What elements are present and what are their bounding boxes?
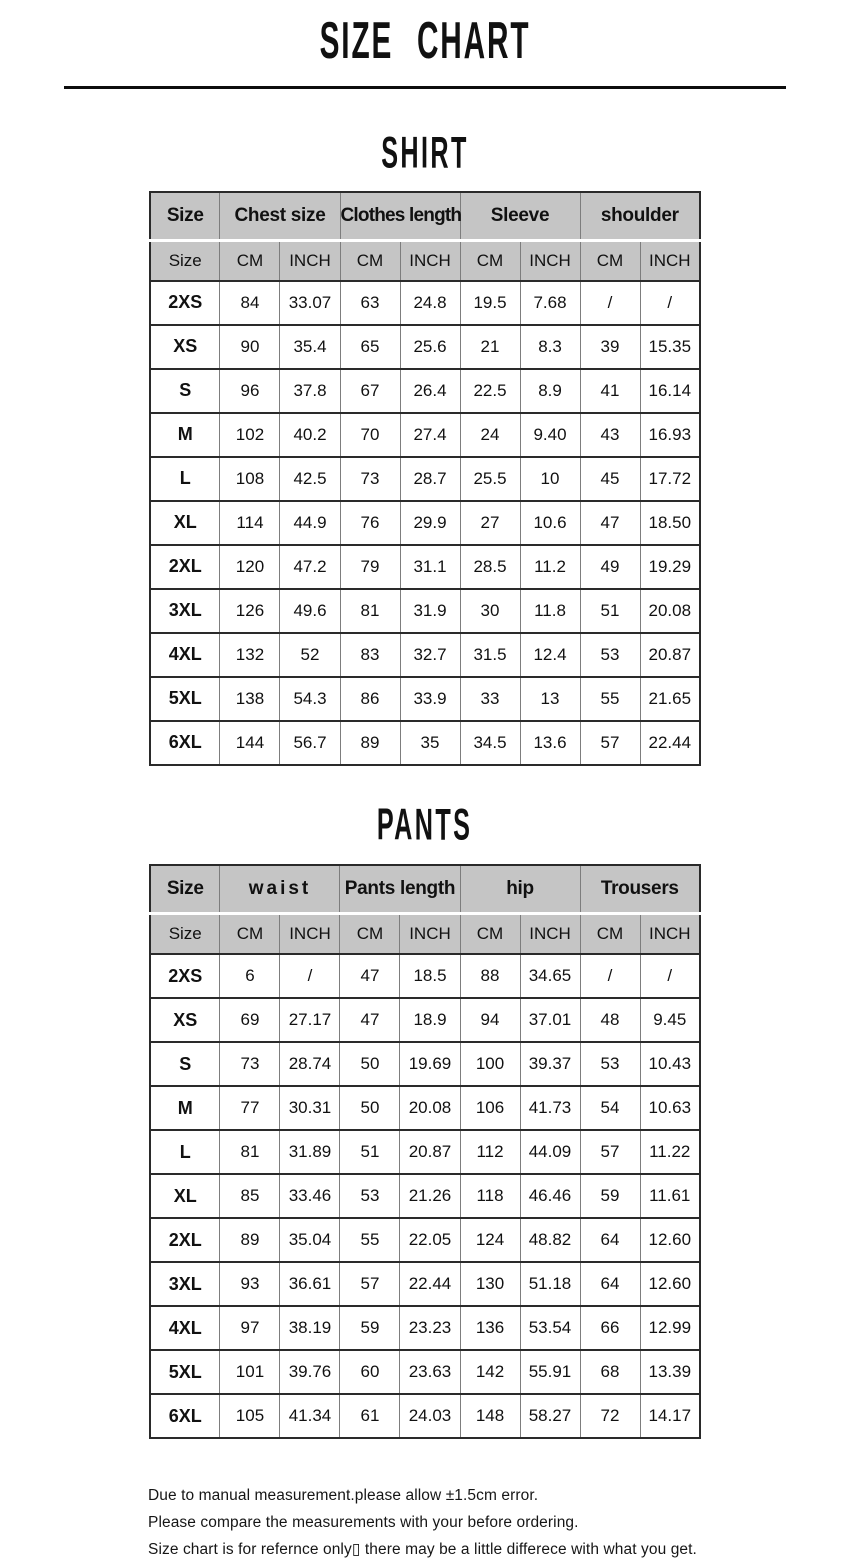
- pants-section-title: [0, 799, 850, 850]
- measurement-cell: 47: [340, 954, 400, 998]
- measurement-cell: 27.17: [280, 998, 340, 1042]
- page-title: [0, 12, 850, 71]
- measurement-cell: 46.46: [520, 1174, 580, 1218]
- measurement-cell: 12.60: [640, 1218, 700, 1262]
- measurement-cell: 124: [460, 1218, 520, 1262]
- measurement-cell: 31.1: [400, 545, 460, 589]
- measurement-cell: 39: [580, 325, 640, 369]
- unit-header-size: Size: [150, 914, 220, 955]
- measurement-cell: 59: [580, 1174, 640, 1218]
- measurement-cell: 33.9: [400, 677, 460, 721]
- measurement-cell: 19.29: [640, 545, 700, 589]
- measurement-cell: 68: [580, 1350, 640, 1394]
- measurement-cell: 34.65: [520, 954, 580, 998]
- measurement-cell: 85: [220, 1174, 280, 1218]
- measurement-cell: 16.93: [640, 413, 700, 457]
- measurement-cell: 12.99: [640, 1306, 700, 1350]
- shirt-header-group-row: [150, 192, 700, 241]
- pants-table-header: [150, 865, 700, 954]
- measurement-cell: 10.43: [640, 1042, 700, 1086]
- shirt-header-shoulder: shoulder: [580, 192, 700, 241]
- measurement-cell: 35.4: [280, 325, 340, 369]
- measurement-cell: 47: [340, 998, 400, 1042]
- measurement-cell: 51.18: [520, 1262, 580, 1306]
- size-label-cell: 3XL: [150, 1262, 220, 1306]
- measurement-cell: 21.65: [640, 677, 700, 721]
- table-row: [150, 721, 700, 765]
- measurement-cell: 25.6: [400, 325, 460, 369]
- measurement-cell: 57: [580, 721, 640, 765]
- measurement-cell: 57: [580, 1130, 640, 1174]
- measurement-cell: 44.9: [280, 501, 340, 545]
- measurement-cell: 12.60: [640, 1262, 700, 1306]
- table-row: [150, 281, 700, 325]
- measurement-cell: /: [640, 281, 700, 325]
- measurement-cell: 7.68: [520, 281, 580, 325]
- measurement-cell: 89: [220, 1218, 280, 1262]
- measurement-cell: 94: [460, 998, 520, 1042]
- measurement-cell: 105: [220, 1394, 280, 1438]
- measurement-cell: 31.9: [400, 589, 460, 633]
- measurement-cell: 22.44: [400, 1262, 460, 1306]
- size-label-cell: 5XL: [150, 1350, 220, 1394]
- measurement-cell: 28.5: [460, 545, 520, 589]
- measurement-cell: 41.73: [520, 1086, 580, 1130]
- shirt-section: [0, 127, 850, 766]
- measurement-cell: 11.2: [520, 545, 580, 589]
- measurement-cell: 9.45: [640, 998, 700, 1042]
- pants-heading-text: PANTS: [377, 799, 473, 850]
- measurement-cell: 45: [580, 457, 640, 501]
- measurement-cell: 65: [340, 325, 400, 369]
- table-row: [150, 1130, 700, 1174]
- measurement-cell: 63: [340, 281, 400, 325]
- measurement-cell: 47.2: [280, 545, 340, 589]
- measurement-cell: 86: [340, 677, 400, 721]
- measurement-cell: 50: [340, 1042, 400, 1086]
- measurement-cell: 48: [580, 998, 640, 1042]
- size-label-cell: 2XS: [150, 954, 220, 998]
- measurement-cell: 20.87: [400, 1130, 460, 1174]
- measurement-cell: 112: [460, 1130, 520, 1174]
- measurement-cell: 52: [280, 633, 340, 677]
- measurement-cell: 21: [460, 325, 520, 369]
- measurement-cell: 101: [220, 1350, 280, 1394]
- measurement-cell: /: [280, 954, 340, 998]
- unit-header-cm: CM: [220, 914, 280, 955]
- table-row: [150, 457, 700, 501]
- measurement-cell: 13.39: [640, 1350, 700, 1394]
- measurement-cell: 83: [340, 633, 400, 677]
- unit-header-size: Size: [150, 240, 220, 281]
- title-divider: [64, 86, 786, 89]
- unit-header-cm: CM: [580, 240, 640, 281]
- measurement-cell: 11.8: [520, 589, 580, 633]
- table-row: [150, 677, 700, 721]
- size-label-cell: 4XL: [150, 633, 220, 677]
- table-row: [150, 369, 700, 413]
- table-row: [150, 1218, 700, 1262]
- unit-header-cm: CM: [580, 914, 640, 955]
- measurement-cell: 49: [580, 545, 640, 589]
- pants-section: [0, 799, 850, 1439]
- page-title-text: SIZE CHART: [319, 12, 531, 71]
- shirt-header-sleeve: Sleeve: [460, 192, 580, 241]
- measurement-cell: 53: [340, 1174, 400, 1218]
- measurement-cell: 66: [580, 1306, 640, 1350]
- measurement-cell: 47: [580, 501, 640, 545]
- measurement-cell: 132: [220, 633, 280, 677]
- size-label-cell: M: [150, 413, 220, 457]
- measurement-cell: 79: [340, 545, 400, 589]
- measurement-cell: 54: [580, 1086, 640, 1130]
- measurement-cell: 13: [520, 677, 580, 721]
- measurement-cell: 33.07: [280, 281, 340, 325]
- shirt-section-title: [0, 127, 850, 177]
- measurement-cell: 53: [580, 633, 640, 677]
- measurement-cell: 24: [460, 413, 520, 457]
- measurement-cell: 27.4: [400, 413, 460, 457]
- measurement-cell: 30: [460, 589, 520, 633]
- size-label-cell: 4XL: [150, 1306, 220, 1350]
- measurement-cell: 51: [340, 1130, 400, 1174]
- size-label-cell: XS: [150, 998, 220, 1042]
- measurement-cell: 40.2: [280, 413, 340, 457]
- table-row: [150, 545, 700, 589]
- size-label-cell: XS: [150, 325, 220, 369]
- pants-header-size: Size: [150, 865, 220, 914]
- measurement-cell: 22.44: [640, 721, 700, 765]
- table-row: [150, 1306, 700, 1350]
- size-label-cell: S: [150, 1042, 220, 1086]
- measurement-cell: 8.9: [520, 369, 580, 413]
- table-row: [150, 589, 700, 633]
- measurement-cell: 15.35: [640, 325, 700, 369]
- measurement-cell: 23.23: [400, 1306, 460, 1350]
- measurement-cell: 41: [580, 369, 640, 413]
- unit-header-inch: INCH: [400, 240, 460, 281]
- measurement-cell: 29.9: [400, 501, 460, 545]
- measurement-cell: 49.6: [280, 589, 340, 633]
- measurement-cell: 34.5: [460, 721, 520, 765]
- measurement-cell: 6: [220, 954, 280, 998]
- measurement-cell: 9.40: [520, 413, 580, 457]
- unit-header-inch: INCH: [640, 914, 700, 955]
- measurement-cell: 114: [220, 501, 280, 545]
- measurement-cell: 19.5: [460, 281, 520, 325]
- measurement-cell: 73: [340, 457, 400, 501]
- measurement-cell: 96: [220, 369, 280, 413]
- measurement-cell: 93: [220, 1262, 280, 1306]
- unit-header-cm: CM: [220, 240, 280, 281]
- measurement-cell: 120: [220, 545, 280, 589]
- size-label-cell: 2XL: [150, 545, 220, 589]
- measurement-cell: 55: [340, 1218, 400, 1262]
- measurement-cell: 18.5: [400, 954, 460, 998]
- measurement-cell: 31.89: [280, 1130, 340, 1174]
- measurement-cell: 26.4: [400, 369, 460, 413]
- table-row: [150, 1394, 700, 1438]
- measurement-cell: 60: [340, 1350, 400, 1394]
- size-label-cell: 5XL: [150, 677, 220, 721]
- table-row: [150, 1174, 700, 1218]
- measurement-cell: 21.26: [400, 1174, 460, 1218]
- measurement-cell: 39.37: [520, 1042, 580, 1086]
- measurement-cell: 30.31: [280, 1086, 340, 1130]
- shirt-header-chest: Chest size: [220, 192, 340, 241]
- measurement-cell: 12.4: [520, 633, 580, 677]
- measurement-cell: 55.91: [520, 1350, 580, 1394]
- shirt-header-size: Size: [150, 192, 220, 241]
- measurement-cell: 84: [220, 281, 280, 325]
- shirt-heading-text: SHIRT: [381, 127, 469, 177]
- measurement-cell: /: [580, 954, 640, 998]
- unit-header-cm: CM: [460, 914, 520, 955]
- measurement-cell: 130: [460, 1262, 520, 1306]
- table-row: [150, 633, 700, 677]
- measurement-cell: 53.54: [520, 1306, 580, 1350]
- measurement-cell: 8.3: [520, 325, 580, 369]
- table-row: [150, 1086, 700, 1130]
- measurement-cell: 18.9: [400, 998, 460, 1042]
- measurement-cell: 136: [460, 1306, 520, 1350]
- measurement-cell: 35.04: [280, 1218, 340, 1262]
- shirt-size-table: [149, 191, 701, 766]
- measurement-cell: 64: [580, 1218, 640, 1262]
- note-line-1: Due to manual measurement.please allow ±1.5cm error.: [148, 1487, 539, 1505]
- pants-header-pants-length: Pants length: [340, 865, 460, 914]
- size-label-cell: L: [150, 457, 220, 501]
- table-row: [150, 1262, 700, 1306]
- unit-header-inch: INCH: [400, 914, 460, 955]
- unit-header-cm: CM: [340, 914, 400, 955]
- size-label-cell: S: [150, 369, 220, 413]
- size-label-cell: 6XL: [150, 721, 220, 765]
- measurement-cell: /: [640, 954, 700, 998]
- note-line-3: Size chart is for refernce only▯ there may be a little differece with what you get.: [148, 1540, 697, 1558]
- measurement-cell: 10.6: [520, 501, 580, 545]
- pants-size-table: [149, 864, 701, 1439]
- measurement-cell: 100: [460, 1042, 520, 1086]
- size-label-cell: M: [150, 1086, 220, 1130]
- measurement-cell: 20.08: [640, 589, 700, 633]
- measurement-cell: 97: [220, 1306, 280, 1350]
- shirt-header-clothes-length: Clothes length: [340, 192, 460, 241]
- size-label-cell: L: [150, 1130, 220, 1174]
- measurement-cell: 28.7: [400, 457, 460, 501]
- pants-table-body: [150, 954, 700, 1438]
- measurement-cell: 25.5: [460, 457, 520, 501]
- measurement-cell: 148: [460, 1394, 520, 1438]
- size-label-cell: 3XL: [150, 589, 220, 633]
- measurement-cell: 17.72: [640, 457, 700, 501]
- measurement-cell: 51: [580, 589, 640, 633]
- measurement-cell: 22.05: [400, 1218, 460, 1262]
- measurement-cell: 138: [220, 677, 280, 721]
- measurement-cell: 61: [340, 1394, 400, 1438]
- measurement-cell: 106: [460, 1086, 520, 1130]
- measurement-cell: 64: [580, 1262, 640, 1306]
- table-row: [150, 954, 700, 998]
- measurement-cell: 20.08: [400, 1086, 460, 1130]
- measurement-cell: 59: [340, 1306, 400, 1350]
- measurement-cell: 14.17: [640, 1394, 700, 1438]
- unit-header-inch: INCH: [280, 240, 340, 281]
- measurement-cell: 70: [340, 413, 400, 457]
- unit-header-inch: INCH: [520, 240, 580, 281]
- unit-header-inch: INCH: [520, 914, 580, 955]
- pants-header-group-row: [150, 865, 700, 914]
- measurement-cell: 43: [580, 413, 640, 457]
- shirt-table-body: [150, 281, 700, 765]
- measurement-cell: 69: [220, 998, 280, 1042]
- size-label-cell: 2XL: [150, 1218, 220, 1262]
- footnotes: [148, 1487, 850, 1558]
- measurement-cell: 37.8: [280, 369, 340, 413]
- measurement-cell: 20.87: [640, 633, 700, 677]
- measurement-cell: 90: [220, 325, 280, 369]
- measurement-cell: 67: [340, 369, 400, 413]
- measurement-cell: 31.5: [460, 633, 520, 677]
- measurement-cell: 76: [340, 501, 400, 545]
- measurement-cell: 24.03: [400, 1394, 460, 1438]
- measurement-cell: 38.19: [280, 1306, 340, 1350]
- measurement-cell: 19.69: [400, 1042, 460, 1086]
- size-label-cell: XL: [150, 1174, 220, 1218]
- measurement-cell: 102: [220, 413, 280, 457]
- measurement-cell: 23.63: [400, 1350, 460, 1394]
- measurement-cell: 35: [400, 721, 460, 765]
- measurement-cell: 33.46: [280, 1174, 340, 1218]
- measurement-cell: 44.09: [520, 1130, 580, 1174]
- measurement-cell: 142: [460, 1350, 520, 1394]
- measurement-cell: 42.5: [280, 457, 340, 501]
- measurement-cell: 11.61: [640, 1174, 700, 1218]
- table-row: [150, 998, 700, 1042]
- measurement-cell: 50: [340, 1086, 400, 1130]
- table-row: [150, 325, 700, 369]
- measurement-cell: 33: [460, 677, 520, 721]
- measurement-cell: 57: [340, 1262, 400, 1306]
- measurement-cell: /: [580, 281, 640, 325]
- pants-header-trousers: Trousers: [580, 865, 700, 914]
- size-label-cell: 6XL: [150, 1394, 220, 1438]
- measurement-cell: 56.7: [280, 721, 340, 765]
- measurement-cell: 36.61: [280, 1262, 340, 1306]
- measurement-cell: 118: [460, 1174, 520, 1218]
- pants-header-waist: waist: [220, 865, 340, 914]
- measurement-cell: 11.22: [640, 1130, 700, 1174]
- measurement-cell: 22.5: [460, 369, 520, 413]
- measurement-cell: 13.6: [520, 721, 580, 765]
- measurement-cell: 18.50: [640, 501, 700, 545]
- unit-header-inch: INCH: [640, 240, 700, 281]
- shirt-header-unit-row: [150, 240, 700, 281]
- measurement-cell: 55: [580, 677, 640, 721]
- unit-header-cm: CM: [340, 240, 400, 281]
- measurement-cell: 32.7: [400, 633, 460, 677]
- measurement-cell: 88: [460, 954, 520, 998]
- table-row: [150, 413, 700, 457]
- measurement-cell: 48.82: [520, 1218, 580, 1262]
- table-row: [150, 1042, 700, 1086]
- measurement-cell: 10: [520, 457, 580, 501]
- measurement-cell: 126: [220, 589, 280, 633]
- measurement-cell: 72: [580, 1394, 640, 1438]
- unit-header-inch: INCH: [280, 914, 340, 955]
- measurement-cell: 108: [220, 457, 280, 501]
- measurement-cell: 81: [340, 589, 400, 633]
- table-row: [150, 501, 700, 545]
- measurement-cell: 16.14: [640, 369, 700, 413]
- measurement-cell: 58.27: [520, 1394, 580, 1438]
- measurement-cell: 39.76: [280, 1350, 340, 1394]
- measurement-cell: 144: [220, 721, 280, 765]
- measurement-cell: 53: [580, 1042, 640, 1086]
- measurement-cell: 41.34: [280, 1394, 340, 1438]
- size-label-cell: XL: [150, 501, 220, 545]
- measurement-cell: 77: [220, 1086, 280, 1130]
- measurement-cell: 54.3: [280, 677, 340, 721]
- measurement-cell: 73: [220, 1042, 280, 1086]
- table-row: [150, 1350, 700, 1394]
- shirt-table-header: [150, 192, 700, 281]
- unit-header-cm: CM: [460, 240, 520, 281]
- pants-header-unit-row: [150, 914, 700, 955]
- size-label-cell: 2XS: [150, 281, 220, 325]
- measurement-cell: 10.63: [640, 1086, 700, 1130]
- measurement-cell: 27: [460, 501, 520, 545]
- note-line-2: Please compare the measurements with your before ordering.: [148, 1513, 579, 1531]
- measurement-cell: 89: [340, 721, 400, 765]
- measurement-cell: 37.01: [520, 998, 580, 1042]
- measurement-cell: 28.74: [280, 1042, 340, 1086]
- measurement-cell: 24.8: [400, 281, 460, 325]
- measurement-cell: 81: [220, 1130, 280, 1174]
- pants-header-hip: hip: [460, 865, 580, 914]
